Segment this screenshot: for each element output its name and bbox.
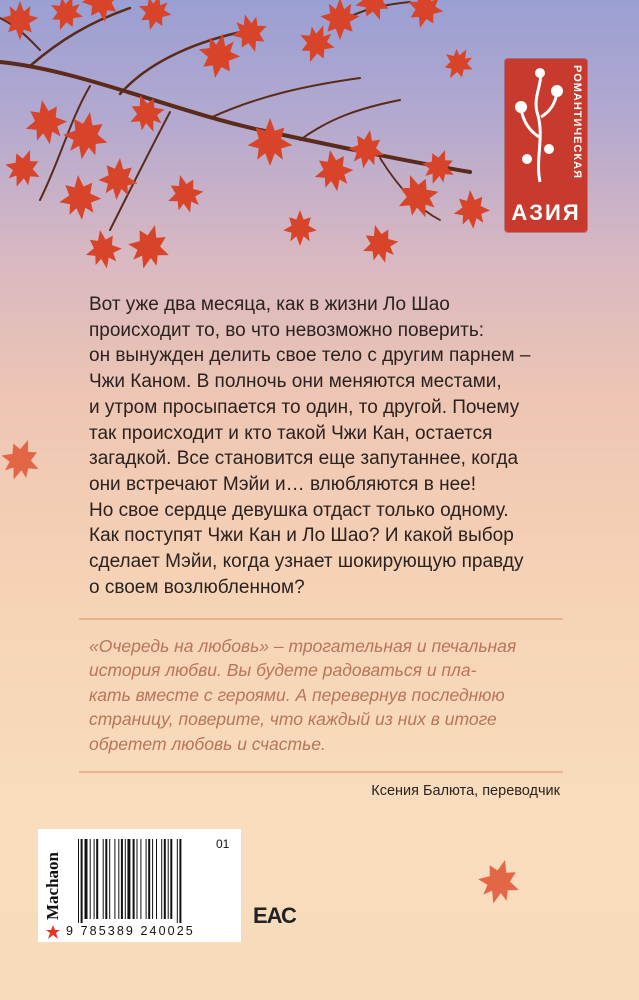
barcode-bar: [156, 839, 157, 919]
blurb-line: происходит то, во что невозможно поверить:: [89, 319, 485, 341]
barcode-bar: [146, 839, 147, 919]
blurb-line: сделает Мэйи, когда узнает шокирующую правду: [89, 551, 524, 573]
series-title: АЗИЯ: [511, 200, 581, 225]
barcode-bar: [85, 839, 88, 919]
barcode-bar: [177, 839, 178, 923]
barcode-bar: [148, 839, 150, 919]
barcode-bar: [81, 839, 83, 923]
barcode-bar: [161, 839, 162, 919]
barcode-bar: [96, 839, 98, 919]
quote-line: «Очередь на любовь» – трогательная и печальная: [89, 636, 517, 656]
series-badge: [505, 59, 587, 232]
maple-leaves: [0, 0, 492, 274]
quote-line: страницу, поверите, что каждый из них в итоге: [89, 709, 497, 730]
publisher-logo: Machaon: [43, 851, 62, 920]
barcode-addon: 01: [216, 837, 230, 851]
translator-quote: [89, 634, 569, 756]
blurb-line: и утром просыпается то один, то другой. Почему: [89, 396, 520, 418]
blurb-line: Чжи Каном. В полночь они меняются местами,: [89, 371, 502, 393]
blurb-line: он вынужден делить свое тело с другим парнем –: [89, 345, 531, 367]
blurb-line: Вот уже два месяца, как в жизни Ло Шао: [89, 294, 450, 315]
series-vertical-label: РОМАНТИЧЕСКАЯ: [571, 65, 583, 179]
divider: [79, 618, 563, 620]
falling-leaf: [473, 855, 525, 909]
barcode-bar: [109, 839, 110, 919]
blurb-line: Но свое сердце девушка отдаст только одному.: [89, 499, 509, 521]
falling-leaf: [0, 433, 46, 486]
book-blurb: [89, 292, 559, 600]
barcode-bar: [152, 839, 153, 919]
barcode-bar: [137, 839, 138, 919]
barcode-bar: [179, 839, 181, 923]
barcode-bar: [140, 839, 141, 919]
barcode-bar: [78, 839, 79, 923]
barcode-bar: [121, 839, 123, 919]
blurb-line: они встречают Мэйи и… влюбляются в нее!: [89, 473, 477, 495]
quote-credit: Ксения Балюта, переводчик: [371, 783, 560, 799]
barcode-bar: [103, 839, 104, 919]
barcode-bar: [105, 839, 107, 919]
barcode-bar: [118, 839, 119, 919]
barcode: [78, 839, 213, 923]
blurb-line: о своем возлюбленном?: [89, 576, 305, 598]
barcode-bar: [94, 839, 95, 919]
barcode-bar: [90, 839, 91, 919]
barcode-bar: [114, 839, 115, 919]
star-icon: [46, 925, 60, 939]
barcode-bar: [133, 839, 135, 919]
divider: [79, 771, 563, 773]
barcode-panel: [38, 829, 241, 942]
blurb-line: Как поступят Чжи Кан и Ло Шао? И какой выбор: [89, 525, 514, 547]
barcode-bar: [170, 839, 172, 919]
barcode-bar: [125, 839, 126, 919]
barcode-bar: [127, 839, 130, 919]
quote-line: история любви. Вы будете радоваться и пла-: [89, 660, 477, 681]
isbn-number: 9 785389 240025: [66, 924, 195, 938]
eac-certification-mark: ЕАС: [253, 903, 296, 928]
blurb-line: так происходит и кто такой Чжи Кан, остается: [89, 422, 493, 444]
blurb-line: загадкой. Все становится еще запутаннее, когда: [89, 448, 519, 470]
barcode-bar: [168, 839, 169, 919]
quote-line: кать вместе с героями. А перевернув последнюю: [89, 684, 505, 705]
barcode-bar: [164, 839, 166, 919]
quote-line: обретет любовь и счастье.: [89, 733, 326, 754]
blossom-icon: [515, 67, 565, 187]
